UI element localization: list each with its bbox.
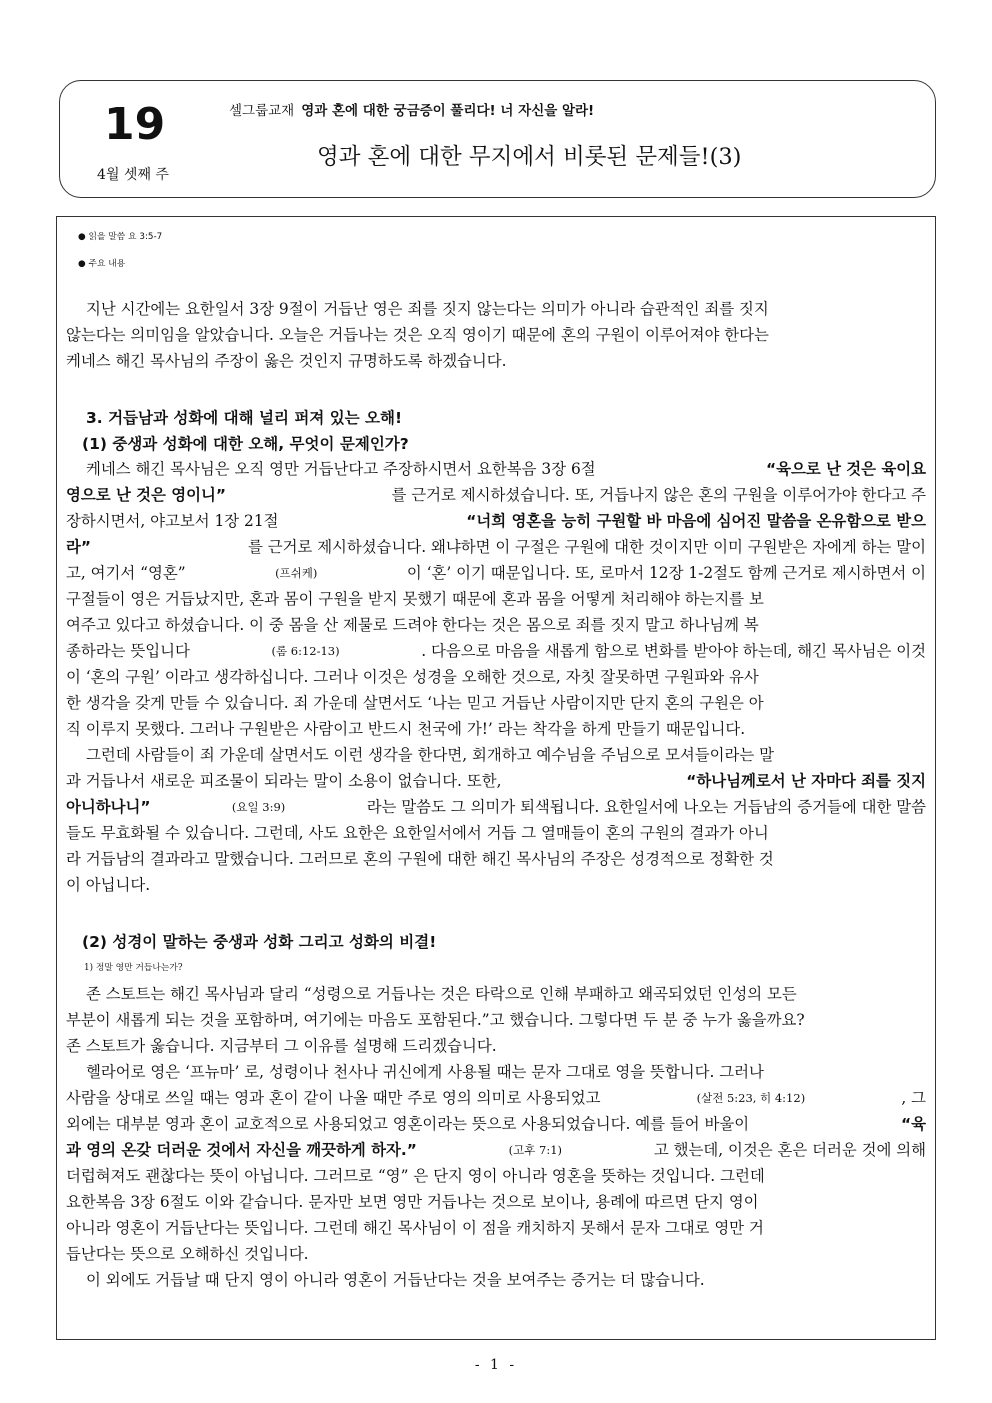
text-line: 않는다는 의미임을 알았습니다. 오늘은 거듭나는 것은 오직 영이기 때문에 혼의 구원이 이루어져야 한다는 [66,326,769,344]
main-content-label: ● 주요 내용 [78,259,126,269]
text-line: 이 아닙니다. [66,876,151,894]
text-line: 아니라 영혼이 거듭난다는 뜻입니다. 그런데 해긴 목사님이 이 점을 캐치하지 못해서 문자 그대로 영만 거 [66,1219,764,1237]
text-line: 이 ‘혼의 구원’ 이라고 생각하십니다. 그러나 이것은 성경을 오해한 것으로, 자칫 잘못하면 구원파와 유사 [66,668,759,686]
text-line: 헬라어로 영은 ‘프뉴마’ 로, 성령이나 천사나 귀신에게 사용될 때는 문자 그대로 영을 뜻합니다. 그러나 [86,1063,764,1081]
text-line: 케네스 해긴 목사님은 오직 영만 거듭난다고 주장하시면서 요한복음 3장 6절 “육으로 난 것은 육이요 [86,460,926,478]
series-label: 셀그룹교재 [229,103,295,119]
text-line: 과 영의 온갖 더러운 것에서 자신을 깨끗하게 하자.” (고후 7:1) 고 했는데, 이것은 혼은 더러운 것에 의해 [66,1141,926,1159]
text-line: 외에는 대부분 영과 혼이 교호적으로 사용되었고 영혼이라는 뜻으로 사용되었습니다. 예를 들어 바울이 “육 [66,1115,926,1133]
text-line: 종하라는 뜻입니다 (롬 6:12-13) . 다음으로 마음을 새롭게 함으로 변화를 받아야 하는데, 해긴 목사님은 이것 [66,642,926,660]
text-line: 더럽혀져도 괜찮다는 뜻이 아닙니다. 그러므로 “영” 은 단지 영이 아니라 영혼을 뜻하는 것입니다. 그런데 [66,1167,765,1185]
series-line [229,102,594,120]
text-line: 라” 를 근거로 제시하셨습니다. 왜냐하면 이 구절은 구원에 대한 것이지만 이미 구원받은 자에게 하는 말이 [66,538,926,556]
text-line: 영으로 난 것은 영이니” 를 근거로 제시하셨습니다. 또, 거듭나지 않은 혼의 구원을 이루어가야 한다고 주 [66,486,926,504]
text-line: 요한복음 3장 6절도 이와 같습니다. 문자만 보면 영만 거듭나는 것으로 보이나, 용례에 따르면 단지 영이 [66,1193,759,1211]
text-line: 한 생각을 갖게 만들 수 있습니다. 죄 가운데 살면서도 ‘나는 믿고 거듭난 사람이지만 단지 혼의 구원은 아 [66,694,764,712]
text-line: 이 외에도 거듭날 때 단지 영이 아니라 영혼이 거듭난다는 것을 보여주는 증거는 더 많습니다. [86,1271,705,1289]
text-line: 고, 여기서 “영혼” (프쉬케) 이 ‘혼’ 이기 때문입니다. 또, 로마서 12장 1-2절도 함께 근거로 제시하면서 이 [66,564,926,582]
text-line: 사람을 상대로 쓰일 때는 영과 혼이 같이 나올 때만 주로 영의 의미로 사용되었고 (살전 5:23, 히 4:12) , 그 [66,1089,926,1107]
text-line: 장하시면서, 야고보서 1장 21절 “너희 영혼을 능히 구원할 바 마음에 심어진 말씀을 온유함으로 받으 [66,512,926,530]
lesson-number: 19 [104,99,166,150]
text-line: 들도 무효화될 수 있습니다. 그런데, 사도 요한은 요한일서에서 거듭 그 열매들이 혼의 구원의 결과가 아니 [66,824,769,842]
text-line: 부분이 새롭게 되는 것을 포함하며, 여기에는 마음도 포함된다.”고 했습니다. 그렇다면 두 분 중 누가 옳을까요? [66,1011,805,1029]
page-number: - 1 - [474,1357,518,1373]
section-heading: 3. 거듭남과 성화에 대해 널리 퍼져 있는 오해! [86,409,403,427]
text-line: 듭난다는 뜻으로 오해하신 것입니다. [66,1245,309,1263]
series-title: 영과 혼에 대한 궁금증이 풀리다! 너 자신을 알라! [301,103,595,119]
text-line: 그런데 사람들이 죄 가운데 살면서도 이런 생각을 한다면, 회개하고 예수님을 주님으로 모셔들이라는 말 [86,746,775,764]
subsection-heading: (1) 중생과 성화에 대한 오해, 무엇이 문제인가? [82,435,409,453]
text-line: 존 스토트가 옳습니다. 지금부터 그 이유를 설명해 드리겠습니다. [66,1037,497,1055]
point-heading: 1) 정말 영만 거듭나는가? [84,963,183,973]
subsection-heading: (2) 성경이 말하는 중생과 성화 그리고 성화의 비결! [82,933,437,951]
text-line: 케네스 해긴 목사님의 주장이 옳은 것인지 규명하도록 하겠습니다. [66,352,507,370]
text-line: 라 거듭남의 결과라고 말했습니다. 그러므로 혼의 구원에 대한 해긴 목사님의 주장은 성경적으로 정확한 것 [66,850,774,868]
lesson-header-box [59,80,936,198]
text-line: 과 거듭나서 새로운 피조물이 되라는 말이 소용이 없습니다. 또한, “하나님께로서 난 자마다 죄를 짓지 [66,772,926,790]
main-title: 영과 혼에 대한 무지에서 비롯된 문제들!(3) [317,144,742,170]
text-line: 여주고 있다고 하셨습니다. 이 중 몸을 산 제물로 드려야 한다는 것은 몸으로 죄를 짓지 말고 하나님께 복 [66,616,759,634]
reading-verse-line: ● 읽을 말씀 요 3:5-7 [78,232,163,242]
text-line: 존 스토트는 해긴 목사님과 달리 “성령으로 거듭나는 것은 타락으로 인해 부패하고 왜곡되었던 인성의 모든 [86,985,797,1003]
text-line: 직 이루지 못했다. 그러나 구원받은 사람이고 반드시 천국에 가!’ 라는 착각을 하게 만들기 때문입니다. [66,720,746,738]
text-line: 아니하나니” (요일 3:9) 라는 말씀도 그 의미가 퇴색됩니다. 요한일서에 나오는 거듭남의 증거들에 대한 말씀 [66,798,926,816]
text-line: 지난 시간에는 요한일서 3장 9절이 거듭난 영은 죄를 짓지 않는다는 의미가 아니라 습관적인 죄를 짓지 [86,300,769,318]
text-line: 구절들이 영은 거듭났지만, 혼과 몸이 구원을 받지 못했기 때문에 혼과 몸을 어떻게 처리해야 하는지를 보 [66,590,764,608]
lesson-week: 4월 셋째 주 [97,167,169,183]
